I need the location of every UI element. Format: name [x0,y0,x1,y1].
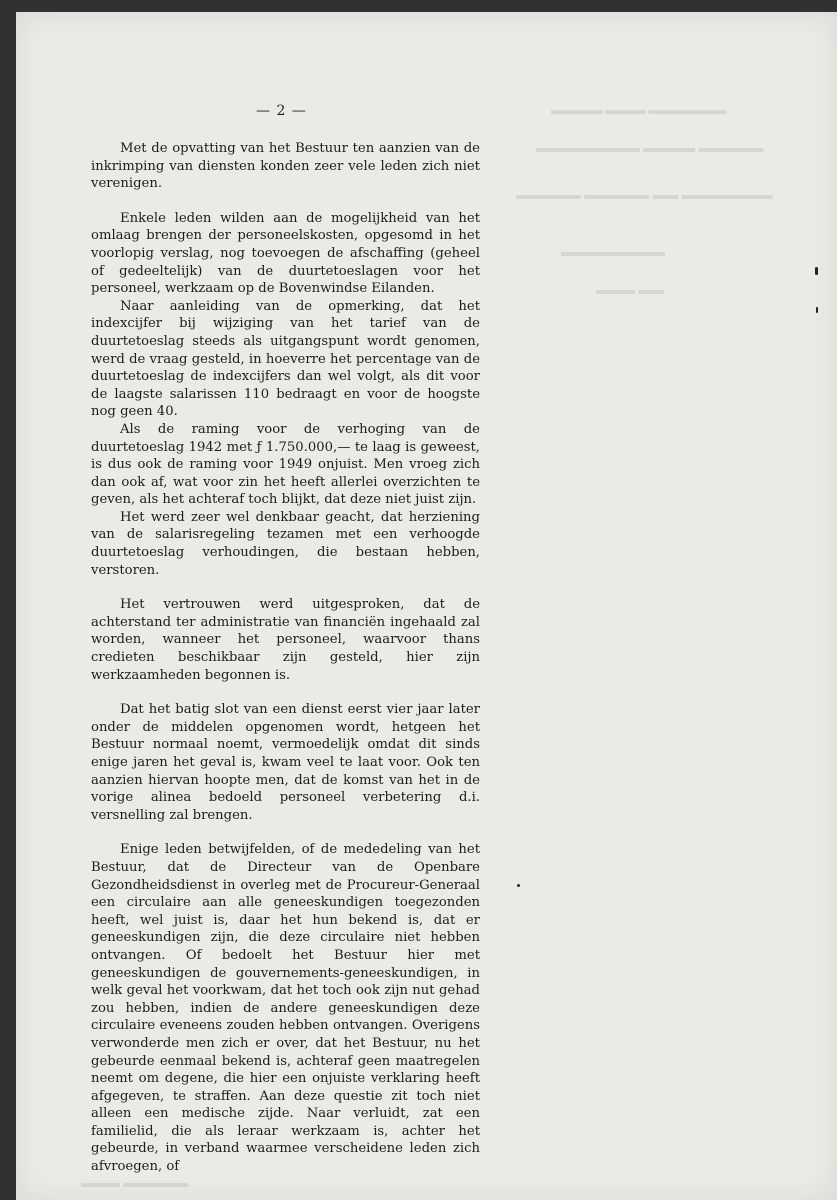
show-through-text: ▬▬▬ ▬▬▬▬▬ [81,1175,189,1190]
paragraph: Het werd zeer wel denkbaar geacht, dat herziening van de salarisregeling tezamen met een verhoogde duurtetoeslag verhoudingen, die bestaan hebben, verstoren. [91,509,480,578]
show-through-text: ▬▬▬▬▬ ▬▬▬▬▬ ▬▬ ▬▬▬▬▬▬▬ [516,187,773,202]
paragraph: Het vertrouwen werd uitgesproken, dat de achterstand ter administratie van financiën ingehaald zal worden, wanneer het personeel, waarvoor thans credieten beschikbaar zijn gesteld, hier zijn werkzaamheden begonnen is. [91,597,480,683]
document-page [16,12,837,1200]
stray-mark [815,267,818,275]
page-number: — 2 — [256,103,307,119]
paragraph: Dat het batig slot van een dienst eerst vier jaar later onder de middelen opgenomen wordt, hetgeen het Bestuur normaal noemt, vermoedelijk omdat dit sinds enige jaren het geval is, kwam veel te laat voor. Ook ten aanzien hiervan hoopte men, dat de komst van het in de vorige alinea bedoeld personeel verbetering d.i. versnelling zal brengen. [91,702,480,823]
paragraph: Enige leden betwijfelden, of de mededeling van het Bestuur, dat de Directeur van de Openbare Gezondheidsdienst in overleg met de Procureur-Generaal een circulaire aan alle geneeskundigen toegezonden heeft, wel juist is, daar het hun bekend is, dat er geneeskundigen zijn, die deze circulaire niet hebben ontvangen. Of bedoelt het Bestuur hier met geneeskundigen de gouvernements-geneeskundigen, in welk geval het voorkwam, dat het toch ook zijn nut gehad zou hebben, indien de andere geneeskundigen deze circulaire eveneens zouden hebben ontvangen. Overigens verwonderde men zich er over, dat het Bestuur, nu het gebeurde eenmaal bekend is, achteraf geen maatregelen neemt om degene, die hier een onjuiste verklaring heeft afgegeven, te straffen. Aan deze questie zit toch niet alleen een medische zijde. Naar verluidt, zat een familielid, die als leraar werkzaam is, achter het gebeurde, in verband waarmee verscheidene leden zich afvroegen, of [91,842,480,1175]
show-through-text: ▬▬▬ ▬▬ [596,282,665,297]
show-through-text: ▬▬▬▬ ▬▬▬ ▬▬▬▬▬▬ [551,102,727,117]
stray-dot [517,884,520,887]
show-through-text: ▬▬▬▬▬▬▬▬ [561,244,665,259]
paragraph: Met de opvatting van het Bestuur ten aanzien van de inkrimping van diensten konden zeer vele leden zich niet verenigen. [91,141,480,192]
show-through-text: ▬▬▬▬▬▬▬▬ ▬▬▬▬ ▬▬▬▬▬ [536,140,764,155]
stray-mark [816,307,818,313]
paragraph: Naar aanleiding van de opmerking, dat het indexcijfer bij wijziging van het tarief van de duurtetoeslag steeds als uitgangspunt wordt genomen, werd de vraag gesteld, in hoeverre het percentage van de duurtetoeslag de indexcijfers dan wel volgt, als dit voor de laagste salarissen 110 bedraagt en voor de hoogste nog geen 40. [91,298,480,420]
body-text [91,140,480,1176]
paragraph: Enkele leden wilden aan de mogelijkheid van het omlaag brengen der personeelskosten, opgesomd in het voorlopig verslag, nog toevoegen de afschaffing (geheel of gedeeltelijk) van de duurtetoeslagen voor het personeel, werkzaam op de Bovenwindse Eilanden. [91,210,480,297]
paragraph: Als de raming voor de verhoging van de duurtetoeslag 1942 met ƒ 1.750.000,— te laag is geweest, is dus ook de raming voor 1949 onjuist. Men vroeg zich dan ook af, wat voor zin het heeft allerlei overzichten te geven, als het achteraf toch blijkt, dat deze niet juist zijn. [91,421,480,508]
